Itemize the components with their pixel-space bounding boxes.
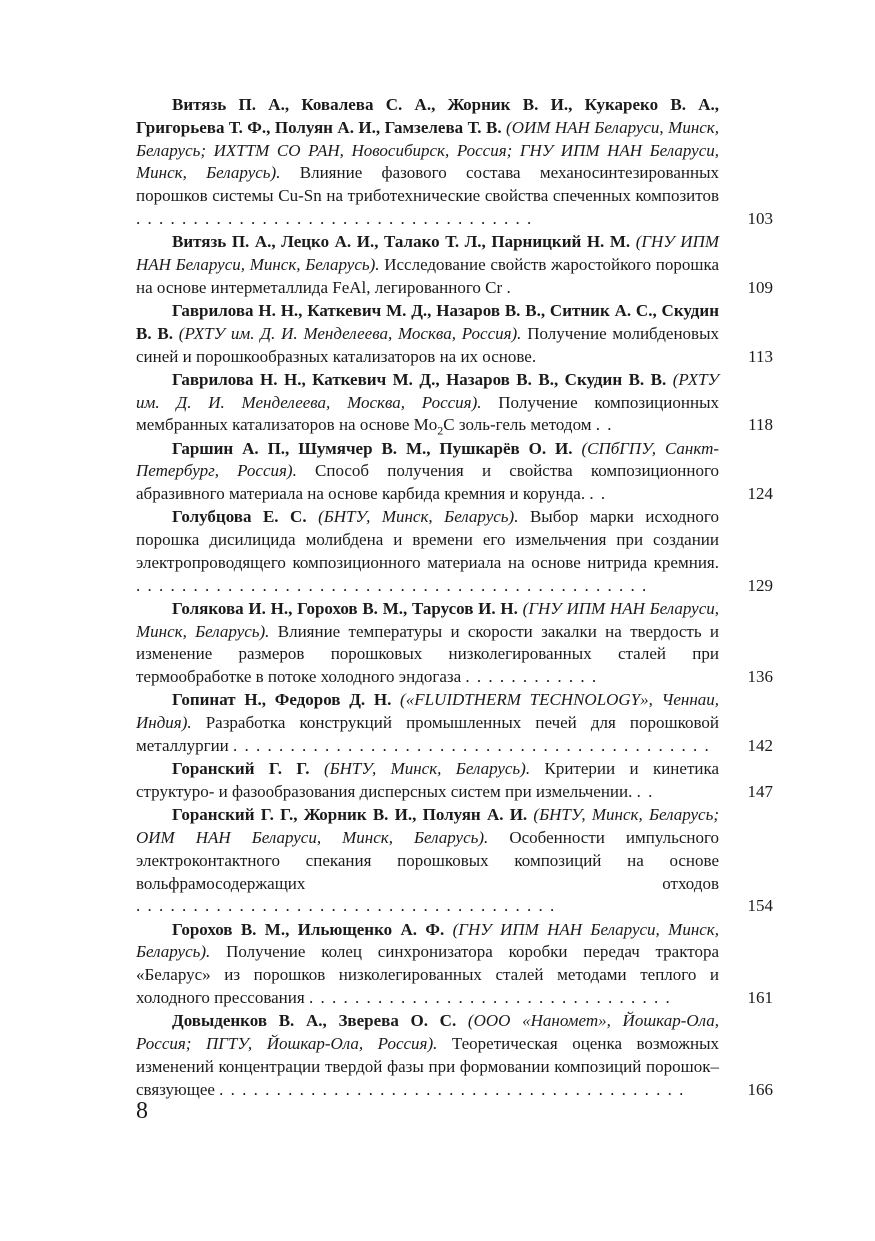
entry-affiliation: (ГНУ ИПМ НАН Беларуси, Минск, Беларусь). <box>136 919 720 962</box>
entry-page: 161 <box>747 987 773 1007</box>
entry-affiliation: (БНТУ, Минск, Беларусь). <box>323 759 531 779</box>
leader-dots: . <box>506 277 513 297</box>
entry-page: 124 <box>747 484 773 504</box>
entry-text <box>136 689 719 757</box>
entry-page: 103 <box>747 208 773 228</box>
entry-affiliation: (РХТУ им. Д. И. Менделеева, Москва, Россия). <box>136 369 719 412</box>
entry-title: Влияние фазового состава механосинтезированных порошков системы Cu-Sn на триботехнические свойства спеченных композитов <box>136 163 719 206</box>
entry-affiliation: (БНТУ, Минск, Беларусь). <box>318 507 519 527</box>
entry-text <box>136 598 719 689</box>
entry-authors: Гаврилова Н. Н., Каткевич М. Д., Назаров В. В., Ситник А. С., Скудин В. В. <box>136 300 719 343</box>
leader-dots: . . . . . . . . . . . . <box>465 667 598 687</box>
leader-dots: . . . . . . . . . . . . . . . . . . . . . . . . . . . . . . . . . . . . . <box>136 896 556 916</box>
leader-dots: . . <box>595 415 614 435</box>
entry-title: Получение колец синхронизатора коробки передач трактора «Беларус» из порошков низколегированных сталей методами теплого и холодного прессования <box>136 942 720 1007</box>
entry-page: 118 <box>748 415 773 435</box>
entry-authors: Витязь П. А., Лецко А. И., Талако Т. Л., Парницкий Н. М. <box>172 232 631 252</box>
entry-text <box>136 369 719 437</box>
entry-page: 142 <box>747 736 773 756</box>
entry-page: 154 <box>747 896 773 916</box>
entry-authors: Витязь П. А., Ковалева С. А., Жорник В. И., Кукареко В. А., Григорьева Т. Ф., Полуян А. И., Гамзелева Т. В. <box>136 95 719 137</box>
entry-authors: Довыденков В. А., Зверева О. С. <box>172 1011 457 1031</box>
entry-text <box>136 438 719 506</box>
toc-entry[interactable] <box>136 438 775 506</box>
toc-entry[interactable] <box>136 506 775 597</box>
toc-entry[interactable] <box>136 919 775 1010</box>
entry-affiliation: (БНТУ, Минск, Беларусь; ОИМ НАН Беларуси, Минск, Беларусь). <box>136 805 720 848</box>
entry-authors: Горохов В. М., Ильющенко А. Ф. <box>172 919 445 939</box>
entry-authors: Гаршин А. П., Шумячер В. М., Пушкарёв О. И. <box>172 438 573 458</box>
toc-entry[interactable] <box>136 758 775 804</box>
entry-page: 136 <box>747 667 773 687</box>
table-of-contents <box>136 94 775 1102</box>
entry-text <box>136 506 719 597</box>
leader-dots: . . . . . . . . . . . . . . . . . . . . . . . . . . . . . . . . <box>308 987 672 1007</box>
entry-text <box>136 1010 719 1101</box>
entry-affiliation: (ГНУ ИПМ НАН Беларуси, Минск, Беларусь). <box>136 232 720 274</box>
entry-affiliation: (ГНУ ИПМ НАН Беларуси, Минск, Беларусь). <box>136 598 720 641</box>
entry-text <box>136 231 719 299</box>
entry-text <box>136 758 719 804</box>
entry-authors: Горанский Г. Г. <box>172 759 310 779</box>
entry-text <box>136 919 719 1010</box>
entry-authors: Голубцова Е. С. <box>172 507 307 527</box>
entry-page: 166 <box>747 1079 773 1099</box>
subscript: 2 <box>437 423 444 438</box>
entry-title: Выбор марки исходного порошка дисилицида молибдена и времени его измельчения при создании электропроводящего композиционного материала на основе нитрида кремния. <box>136 507 719 572</box>
entry-title: Исследование свойств жаростойкого порошка на основе интерметаллида FeAl, легированного Cr <box>136 254 720 297</box>
entry-text <box>136 300 719 368</box>
leader-dots: . . . . . . . . . . . . . . . . . . . . . . . . . . . . . . . . . . . . . . . . . . . . . <box>136 575 648 595</box>
entry-affiliation: (СПбГПУ, Санкт-Петербург, Россия). <box>136 438 720 481</box>
leader-dots: . . . . . . . . . . . . . . . . . . . . . . . . . . . . . . . . . . . <box>136 208 533 228</box>
entry-title: Критерии и кинетика структуро- и фазообразования дисперсных систем при измельчении. <box>136 759 720 802</box>
entry-authors: Горанский Г. Г., Жорник В. И., Полуян А. И. <box>172 805 528 825</box>
toc-entry[interactable] <box>136 369 775 437</box>
entry-title: Особенности импульсного электроконтактного спекания порошковых композиций на основе вольфрамосодержащих отходов <box>136 828 720 893</box>
entry-page: 113 <box>748 346 773 366</box>
entry-title-part: Получение композиционных мембранных катализаторов на основе Mo <box>136 392 719 435</box>
page-number: 8 <box>136 1098 148 1124</box>
entry-text <box>136 804 719 918</box>
toc-entry[interactable] <box>136 689 775 757</box>
entry-authors: Гаврилова Н. Н., Каткевич М. Д., Назаров В. В., Скудин В. В. <box>172 369 667 389</box>
entry-title: Способ получения и свойства композиционного абразивного материала на основе карбида кремния и корунда. <box>136 461 719 504</box>
entry-title-part: C золь-гель методом <box>443 415 592 435</box>
entry-text <box>136 94 719 231</box>
entry-page: 129 <box>747 575 773 595</box>
toc-entry[interactable] <box>136 1010 775 1101</box>
entry-affiliation: (ОИМ НАН Беларуси, Минск, Беларусь; ИХТТМ СО РАН, Новосибирск, Россия; ГНУ ИПМ НАН Беларуси, Минск, Беларусь). <box>136 117 719 183</box>
entry-title: Получение молибденовых синей и порошкообразных катализаторов на их основе. <box>136 323 720 366</box>
entry-affiliation: (РХТУ им. Д. И. Менделеева, Москва, Россия). <box>178 323 522 343</box>
leader-dots: . . <box>589 484 607 504</box>
entry-title: Разработка конструкций промышленных печей для порошковой металлургии <box>136 713 719 756</box>
leader-dots: . . <box>636 782 654 802</box>
toc-entry[interactable] <box>136 598 775 689</box>
entry-affiliation: (ООО «Наномет», Йошкар-Ола, Россия; ПГТУ, Йошкар-Ола, Россия). <box>136 1011 720 1053</box>
toc-entry[interactable] <box>136 94 775 231</box>
entry-title: Теоретическая оценка возможных изменений концентрации твердой фазы при формовании композиций порошок–связующее <box>136 1033 720 1099</box>
entry-authors: Гопинат Н., Федоров Д. Н. <box>172 690 392 710</box>
toc-entry[interactable] <box>136 804 775 918</box>
entry-page: 147 <box>747 782 773 802</box>
toc-entry[interactable] <box>136 300 775 368</box>
entry-affiliation: («FLUIDTHERM TECHNOLOGY», Ченнаи, Индия). <box>136 690 719 733</box>
entry-title: Влияние температуры и скорости закалки на твердость и изменение размеров порошковых низколегированных сталей при термообработке в потоке холодного эндогаза <box>136 621 720 687</box>
toc-entry[interactable] <box>136 231 775 299</box>
entry-authors: Голякова И. Н., Горохов В. М., Тарусов И. Н. <box>172 598 518 618</box>
leader-dots: . . . . . . . . . . . . . . . . . . . . . . . . . . . . . . . . . . . . . . . . . . <box>233 736 711 756</box>
leader-dots: . . . . . . . . . . . . . . . . . . . . . . . . . . . . . . . . . . . . . . . . . <box>219 1079 685 1099</box>
entry-page: 109 <box>747 277 773 297</box>
